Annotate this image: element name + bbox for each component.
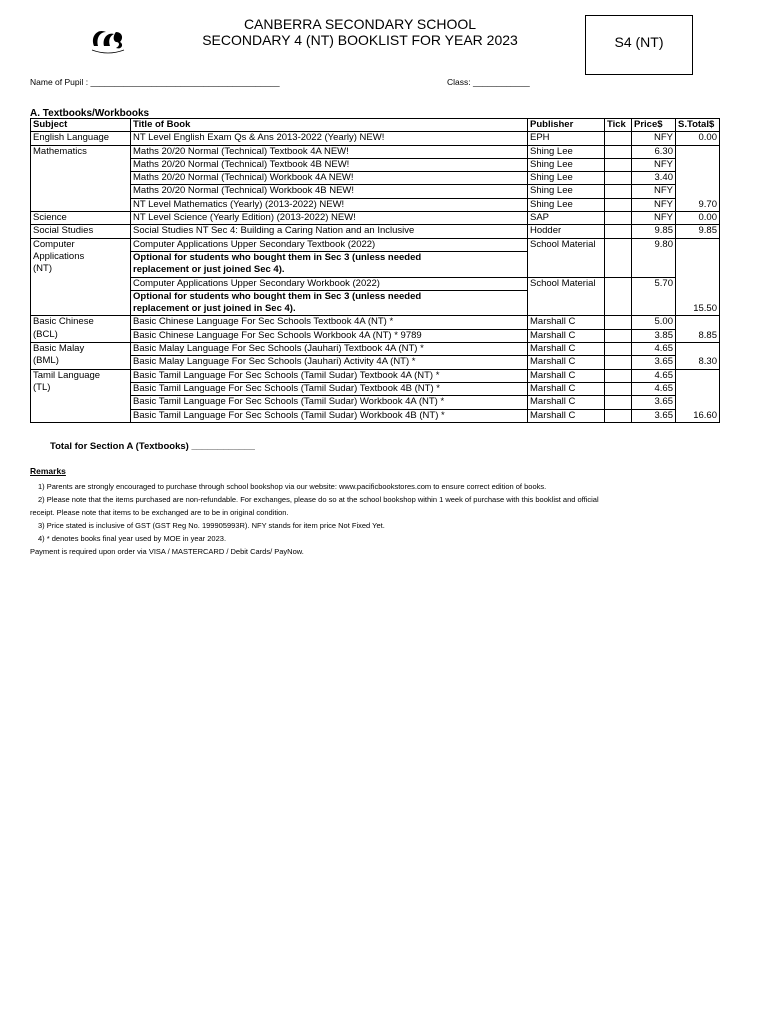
publisher: Shing Lee <box>528 198 605 211</box>
publisher: Shing Lee <box>528 185 605 198</box>
price: 6.30 <box>632 145 676 158</box>
class-code-box <box>585 15 693 75</box>
subject-maths: Mathematics <box>31 145 131 211</box>
price: NFY <box>632 212 676 225</box>
book-title: Basic Tamil Language For Sec Schools (Tamil Sudar) Workbook 4B (NT) * <box>131 409 528 422</box>
subject-line: Computer <box>33 238 75 250</box>
optional-note: replacement or just joined Sec 4). <box>131 264 528 277</box>
table-row <box>31 277 720 290</box>
price: 5.70 <box>632 277 676 316</box>
tick-box[interactable] <box>605 329 632 342</box>
col-tick: Tick <box>605 119 632 132</box>
publisher: Marshall C <box>528 316 605 329</box>
remarks-list <box>30 480 738 558</box>
remark-line: receipt. Please note that items to be exchanged are to be in original condition. <box>30 508 289 517</box>
publisher: Shing Lee <box>528 172 605 185</box>
tick-box[interactable] <box>605 343 632 356</box>
subject-line: Basic Malay <box>33 343 85 355</box>
subtotal: 8.85 <box>676 316 720 343</box>
tick-box[interactable] <box>605 185 632 198</box>
tick-box[interactable] <box>605 396 632 409</box>
publisher: Shing Lee <box>528 158 605 171</box>
publisher: Marshall C <box>528 382 605 395</box>
subtotal: 15.50 <box>676 238 720 316</box>
subject-social-studies: Social Studies <box>31 225 131 238</box>
tick-box[interactable] <box>605 369 632 382</box>
price: NFY <box>632 198 676 211</box>
table-row <box>31 356 720 369</box>
price: 4.65 <box>632 369 676 382</box>
book-title: NT Level English Exam Qs & Ans 2013-2022 (Yearly) NEW! <box>131 132 528 145</box>
table-row <box>31 369 720 382</box>
book-title: Computer Applications Upper Secondary Textbook (2022) <box>131 238 528 251</box>
book-title: Maths 20/20 Normal (Technical) Workbook 4B NEW! <box>131 185 528 198</box>
tick-box[interactable] <box>605 198 632 211</box>
publisher: School Material <box>528 238 605 277</box>
book-title: Basic Tamil Language For Sec Schools (Tamil Sudar) Textbook 4B (NT) * <box>131 382 528 395</box>
class-code: S4 (NT) <box>614 34 664 50</box>
tick-box[interactable] <box>605 225 632 238</box>
table-row <box>31 343 720 356</box>
tick-box[interactable] <box>605 356 632 369</box>
remark-line: 2) Please note that the items purchased are non-refundable. For exchanges, please do so at the school bookshop within 1 week of purchase with this booklist and official <box>38 495 599 504</box>
subject-line: Tamil Language <box>33 369 101 381</box>
col-price: Price$ <box>632 119 676 132</box>
subtotal: 9.70 <box>676 145 720 211</box>
price: NFY <box>632 185 676 198</box>
table-row <box>31 382 720 395</box>
price: 4.65 <box>632 382 676 395</box>
table-row <box>31 316 720 329</box>
optional-note: Optional for students who bought them in Sec 3 (unless needed <box>131 290 528 303</box>
table-row <box>31 172 720 185</box>
tick-box[interactable] <box>605 212 632 225</box>
publisher: Shing Lee <box>528 145 605 158</box>
table-row <box>31 198 720 211</box>
tick-box[interactable] <box>605 277 632 316</box>
table-row <box>31 158 720 171</box>
table-row <box>31 329 720 342</box>
price: 4.65 <box>632 343 676 356</box>
table-row <box>31 396 720 409</box>
publisher: Marshall C <box>528 409 605 422</box>
publisher: Marshall C <box>528 396 605 409</box>
price: 3.65 <box>632 396 676 409</box>
school-logo <box>86 22 130 58</box>
tick-box[interactable] <box>605 238 632 277</box>
book-title: NT Level Science (Yearly Edition) (2013-2022) NEW! <box>131 212 528 225</box>
subject-english: English Language <box>31 132 131 145</box>
table-header-row <box>31 119 720 132</box>
book-title: NT Level Mathematics (Yearly) (2013-2022) NEW! <box>131 198 528 211</box>
subject-science: Science <box>31 212 131 225</box>
publisher: Marshall C <box>528 343 605 356</box>
booklist-table <box>30 118 720 423</box>
subject-line: (BCL) <box>33 328 58 340</box>
book-title: Basic Malay Language For Sec Schools (Jauhari) Textbook 4A (NT) * <box>131 343 528 356</box>
subject-tamil <box>31 369 131 422</box>
subject-malay <box>31 343 131 370</box>
booklist-title: SECONDARY 4 (NT) BOOKLIST FOR YEAR 2023 <box>202 32 518 48</box>
publisher: Marshall C <box>528 369 605 382</box>
subject-line: (NT) <box>33 263 52 275</box>
price: 9.85 <box>632 225 676 238</box>
price: 3.65 <box>632 356 676 369</box>
price: NFY <box>632 158 676 171</box>
price: 3.65 <box>632 409 676 422</box>
section-a-title: A. Textbooks/Workbooks <box>30 108 150 119</box>
optional-note: Optional for students who bought them in Sec 3 (unless needed <box>131 251 528 264</box>
remark-line: 3) Price stated is inclusive of GST (GST Reg No. 199905993R). NFY stands for item price Not Fixed Yet. <box>38 521 385 530</box>
section-a-total: Total for Section A (Textbooks) ____________ <box>50 441 255 452</box>
tick-box[interactable] <box>605 158 632 171</box>
school-name: CANBERRA SECONDARY SCHOOL <box>243 16 477 32</box>
tick-box[interactable] <box>605 145 632 158</box>
table-row <box>31 238 720 251</box>
publisher: EPH <box>528 132 605 145</box>
tick-box[interactable] <box>605 382 632 395</box>
subtotal: 16.60 <box>676 369 720 422</box>
subtotal: 9.85 <box>676 225 720 238</box>
subject-line: (TL) <box>33 381 51 393</box>
subject-line: Applications <box>33 250 85 262</box>
remark-line: Payment is required upon order via VISA / MASTERCARD / Debit Cards/ PayNow. <box>30 547 304 556</box>
price: 3.85 <box>632 329 676 342</box>
tick-box[interactable] <box>605 132 632 145</box>
publisher: SAP <box>528 212 605 225</box>
class-field[interactable]: Class: ____________ <box>447 77 530 87</box>
book-title: Basic Chinese Language For Sec Schools Workbook 4A (NT) * 9789 <box>131 329 528 342</box>
subtotal: 8.30 <box>676 343 720 370</box>
col-publisher: Publisher <box>528 119 605 132</box>
subject-chinese <box>31 316 131 343</box>
publisher: School Material <box>528 277 605 316</box>
publisher: Marshall C <box>528 356 605 369</box>
pupil-name-field[interactable]: Name of Pupil : ________________________________________ <box>30 77 280 87</box>
book-title: Maths 20/20 Normal (Technical) Workbook 4A NEW! <box>131 172 528 185</box>
subject-line: (BML) <box>33 355 59 367</box>
subtotal: 0.00 <box>676 212 720 225</box>
table-row <box>31 132 720 145</box>
book-title: Basic Tamil Language For Sec Schools (Tamil Sudar) Textbook 4A (NT) * <box>131 369 528 382</box>
book-title: Maths 20/20 Normal (Technical) Textbook 4B NEW! <box>131 158 528 171</box>
remark-line: 4) * denotes books final year used by MOE in year 2023. <box>38 534 227 543</box>
table-row <box>31 185 720 198</box>
col-title: Title of Book <box>131 119 528 132</box>
price: 5.00 <box>632 316 676 329</box>
book-title: Maths 20/20 Normal (Technical) Textbook 4A NEW! <box>131 145 528 158</box>
col-subject: Subject <box>31 119 131 132</box>
table-row <box>31 212 720 225</box>
tick-box[interactable] <box>605 172 632 185</box>
price: NFY <box>632 132 676 145</box>
remark-line: 1) Parents are strongly encouraged to purchase through school bookshop via our website: www.pacificbookstores.com to ensure correct edition of books. <box>38 482 547 491</box>
book-title: Social Studies NT Sec 4: Building a Caring Nation and an Inclusive <box>131 225 528 238</box>
book-title: Computer Applications Upper Secondary Workbook (2022) <box>131 277 528 290</box>
tick-box[interactable] <box>605 316 632 329</box>
publisher: Hodder <box>528 225 605 238</box>
book-title: Basic Tamil Language For Sec Schools (Tamil Sudar) Workbook 4A (NT) * <box>131 396 528 409</box>
tick-box[interactable] <box>605 409 632 422</box>
table-row <box>31 409 720 422</box>
price: 9.80 <box>632 238 676 277</box>
header-title <box>190 16 530 48</box>
publisher: Marshall C <box>528 329 605 342</box>
table-row <box>31 145 720 158</box>
book-title: Basic Malay Language For Sec Schools (Jauhari) Activity 4A (NT) * <box>131 356 528 369</box>
book-title: Basic Chinese Language For Sec Schools Textbook 4A (NT) * <box>131 316 528 329</box>
optional-note: replacement or just joined in Sec 4). <box>131 303 528 316</box>
subject-computer <box>31 238 131 316</box>
subtotal: 0.00 <box>676 132 720 145</box>
subject-line: Basic Chinese <box>33 316 94 328</box>
price: 3.40 <box>632 172 676 185</box>
table-row <box>31 225 720 238</box>
col-subtotal: S.Total$ <box>676 119 720 132</box>
remarks-heading: Remarks <box>30 466 66 476</box>
